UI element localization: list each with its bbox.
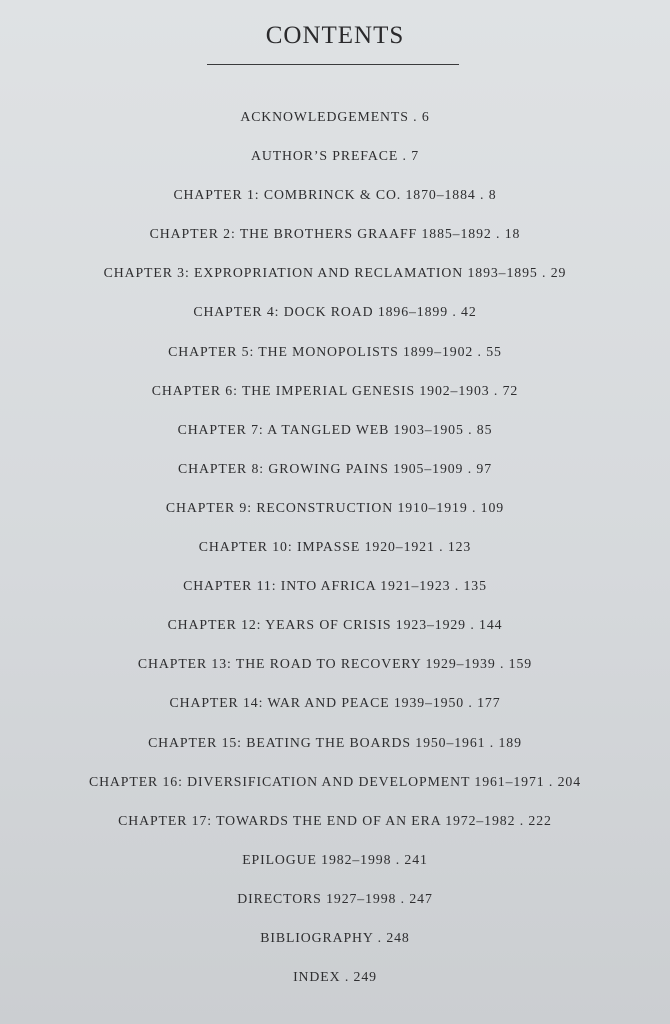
toc-entry: INDEX . 249 (293, 969, 377, 985)
toc-entry: EPILOGUE 1982–1998 . 241 (242, 851, 428, 867)
toc-entry: CHAPTER 9: RECONSTRUCTION 1910–1919 . 109 (165, 499, 505, 515)
toc-entry: AUTHOR’S PREFACE . 7 (251, 148, 419, 164)
toc-entry: CHAPTER 10: IMPASSE 1920–1921 . 123 (198, 539, 472, 555)
toc-entry: CHAPTER 8: GROWING PAINS 1905–1909 . 97 (178, 460, 492, 476)
toc-entry: CHAPTER 11: INTO AFRICA 1921–1923 . 135 (183, 578, 487, 594)
toc-entry: CHAPTER 12: YEARS OF CRISIS 1923–1929 . 144 (167, 617, 503, 633)
toc-entry: CHAPTER 14: WAR AND PEACE 1939–1950 . 177 (169, 695, 501, 711)
toc-entry: CHAPTER 4: DOCK ROAD 1896–1899 . 42 (193, 304, 477, 320)
toc-entry: BIBLIOGRAPHY . 248 (260, 929, 410, 945)
toc-entry: CHAPTER 5: THE MONOPOLISTS 1899–1902 . 55 (168, 343, 502, 359)
toc-entry: CHAPTER 7: A TANGLED WEB 1903–1905 . 85 (177, 421, 493, 437)
toc-entry: CHAPTER 16: DIVERSIFICATION AND DEVELOPMENT 1961–1971 . 204 (88, 773, 582, 789)
toc-entry: DIRECTORS 1927–1998 . 247 (237, 890, 433, 906)
toc-entry: CHAPTER 6: THE IMPERIAL GENESIS 1902–1903 . 72 (151, 382, 519, 398)
toc-entry: CHAPTER 13: THE ROAD TO RECOVERY 1929–1939 . 159 (137, 656, 533, 672)
toc-entry: CHAPTER 2: THE BROTHERS GRAAFF 1885–1892 . 18 (149, 226, 521, 242)
page-title: CONTENTS (265, 22, 405, 49)
toc-entry: CHAPTER 15: BEATING THE BOARDS 1950–1961 . 189 (148, 734, 522, 750)
toc-entry: ACKNOWLEDGEMENTS . 6 (240, 109, 430, 124)
toc-entry: CHAPTER 3: EXPROPRIATION AND RECLAMATION 1893–1895 . 29 (103, 265, 567, 281)
toc-entry: CHAPTER 1: COMBRINCK & CO. 1870–1884 . 8 (173, 187, 497, 203)
table-of-contents (0, 104, 670, 1003)
toc-entry: CHAPTER 17: TOWARDS THE END OF AN ERA 1972–1982 . 222 (118, 812, 552, 828)
title-underline (207, 64, 459, 65)
